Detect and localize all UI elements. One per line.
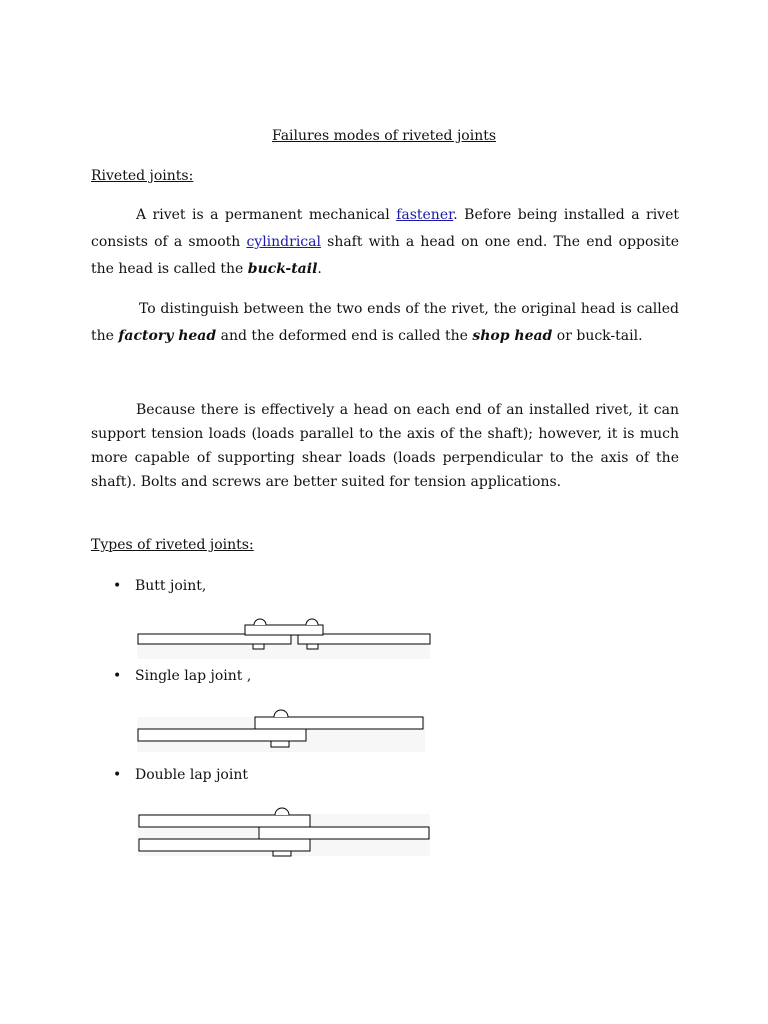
para1-text-1: A rivet is a permanent mechanical: [136, 207, 397, 223]
single-lap-rivet-tail: [271, 741, 289, 747]
single-lap-bottom-plate: [138, 729, 306, 741]
bullet-label: Butt joint,: [135, 578, 207, 594]
shop-head-term: shop head: [472, 328, 553, 344]
section-heading-types: Types of riveted joints:: [91, 537, 254, 553]
double-lap-rivet-tail: [273, 851, 291, 856]
single-lap-top-plate: [255, 717, 423, 729]
double-lap-top-plate: [139, 815, 310, 827]
butt-joint-rivet-head-left: [254, 619, 266, 625]
bullet-glyph: •: [113, 767, 122, 783]
butt-joint-rivet-tail-right: [307, 644, 318, 649]
buck-tail-term: buck-tail: [247, 261, 318, 277]
para2-text-3: or buck-tail.: [552, 328, 643, 344]
double-lap-rivet-head: [275, 808, 289, 815]
butt-joint-diagram: [0, 610, 768, 660]
butt-joint-cover-strap: [245, 625, 323, 635]
paragraph-loads: [91, 398, 679, 494]
para3-text: Because there is effectively a head on each end of an installed rivet, it can support tension loads (loads parallel to the axis of the shaft); however, it is much more capable of supporting shear loads (loads perpendicular to the axis of the shaft). Bolts and screws are better suited for tension applications.: [91, 402, 679, 490]
fastener-link[interactable]: fastener: [396, 207, 454, 223]
butt-joint-rivet-tail-left: [253, 644, 264, 649]
para1-text-3: shaft with a head on one end. The end opposite the head is called the: [91, 234, 679, 277]
cylindrical-link[interactable]: cylindrical: [246, 234, 321, 250]
single-lap-joint-diagram: [0, 705, 768, 755]
paragraph-rivet-ends: [91, 296, 679, 350]
single-lap-rivet-head: [274, 710, 288, 717]
bullet-label: Double lap joint: [135, 767, 248, 783]
double-lap-joint-diagram: [0, 800, 768, 860]
para2-text-2: and the deformed end is called the: [216, 328, 473, 344]
bullet-label: Single lap joint ,: [135, 668, 252, 684]
double-lap-middle-plate: [259, 827, 429, 839]
list-item-single-lap-joint: [113, 668, 251, 684]
butt-joint-rivet-head-right: [306, 619, 318, 625]
list-item-double-lap-joint: [113, 767, 248, 783]
para1-text-4: .: [317, 261, 322, 277]
bullet-glyph: •: [113, 668, 122, 684]
document-title: Failures modes of riveted joints: [271, 128, 497, 144]
para2-text-1: To distinguish between the two ends of the rivet, the original head is called the: [91, 301, 679, 344]
bullet-glyph: •: [113, 578, 122, 594]
double-lap-bottom-plate: [139, 839, 310, 851]
paragraph-rivet-definition: [91, 202, 679, 283]
list-item-butt-joint: [113, 578, 206, 594]
factory-head-term: factory head: [118, 328, 217, 344]
section-heading-riveted-joints: Riveted joints:: [91, 168, 194, 184]
para1-text-2: . Before being installed a rivet consists of a smooth: [91, 207, 679, 250]
